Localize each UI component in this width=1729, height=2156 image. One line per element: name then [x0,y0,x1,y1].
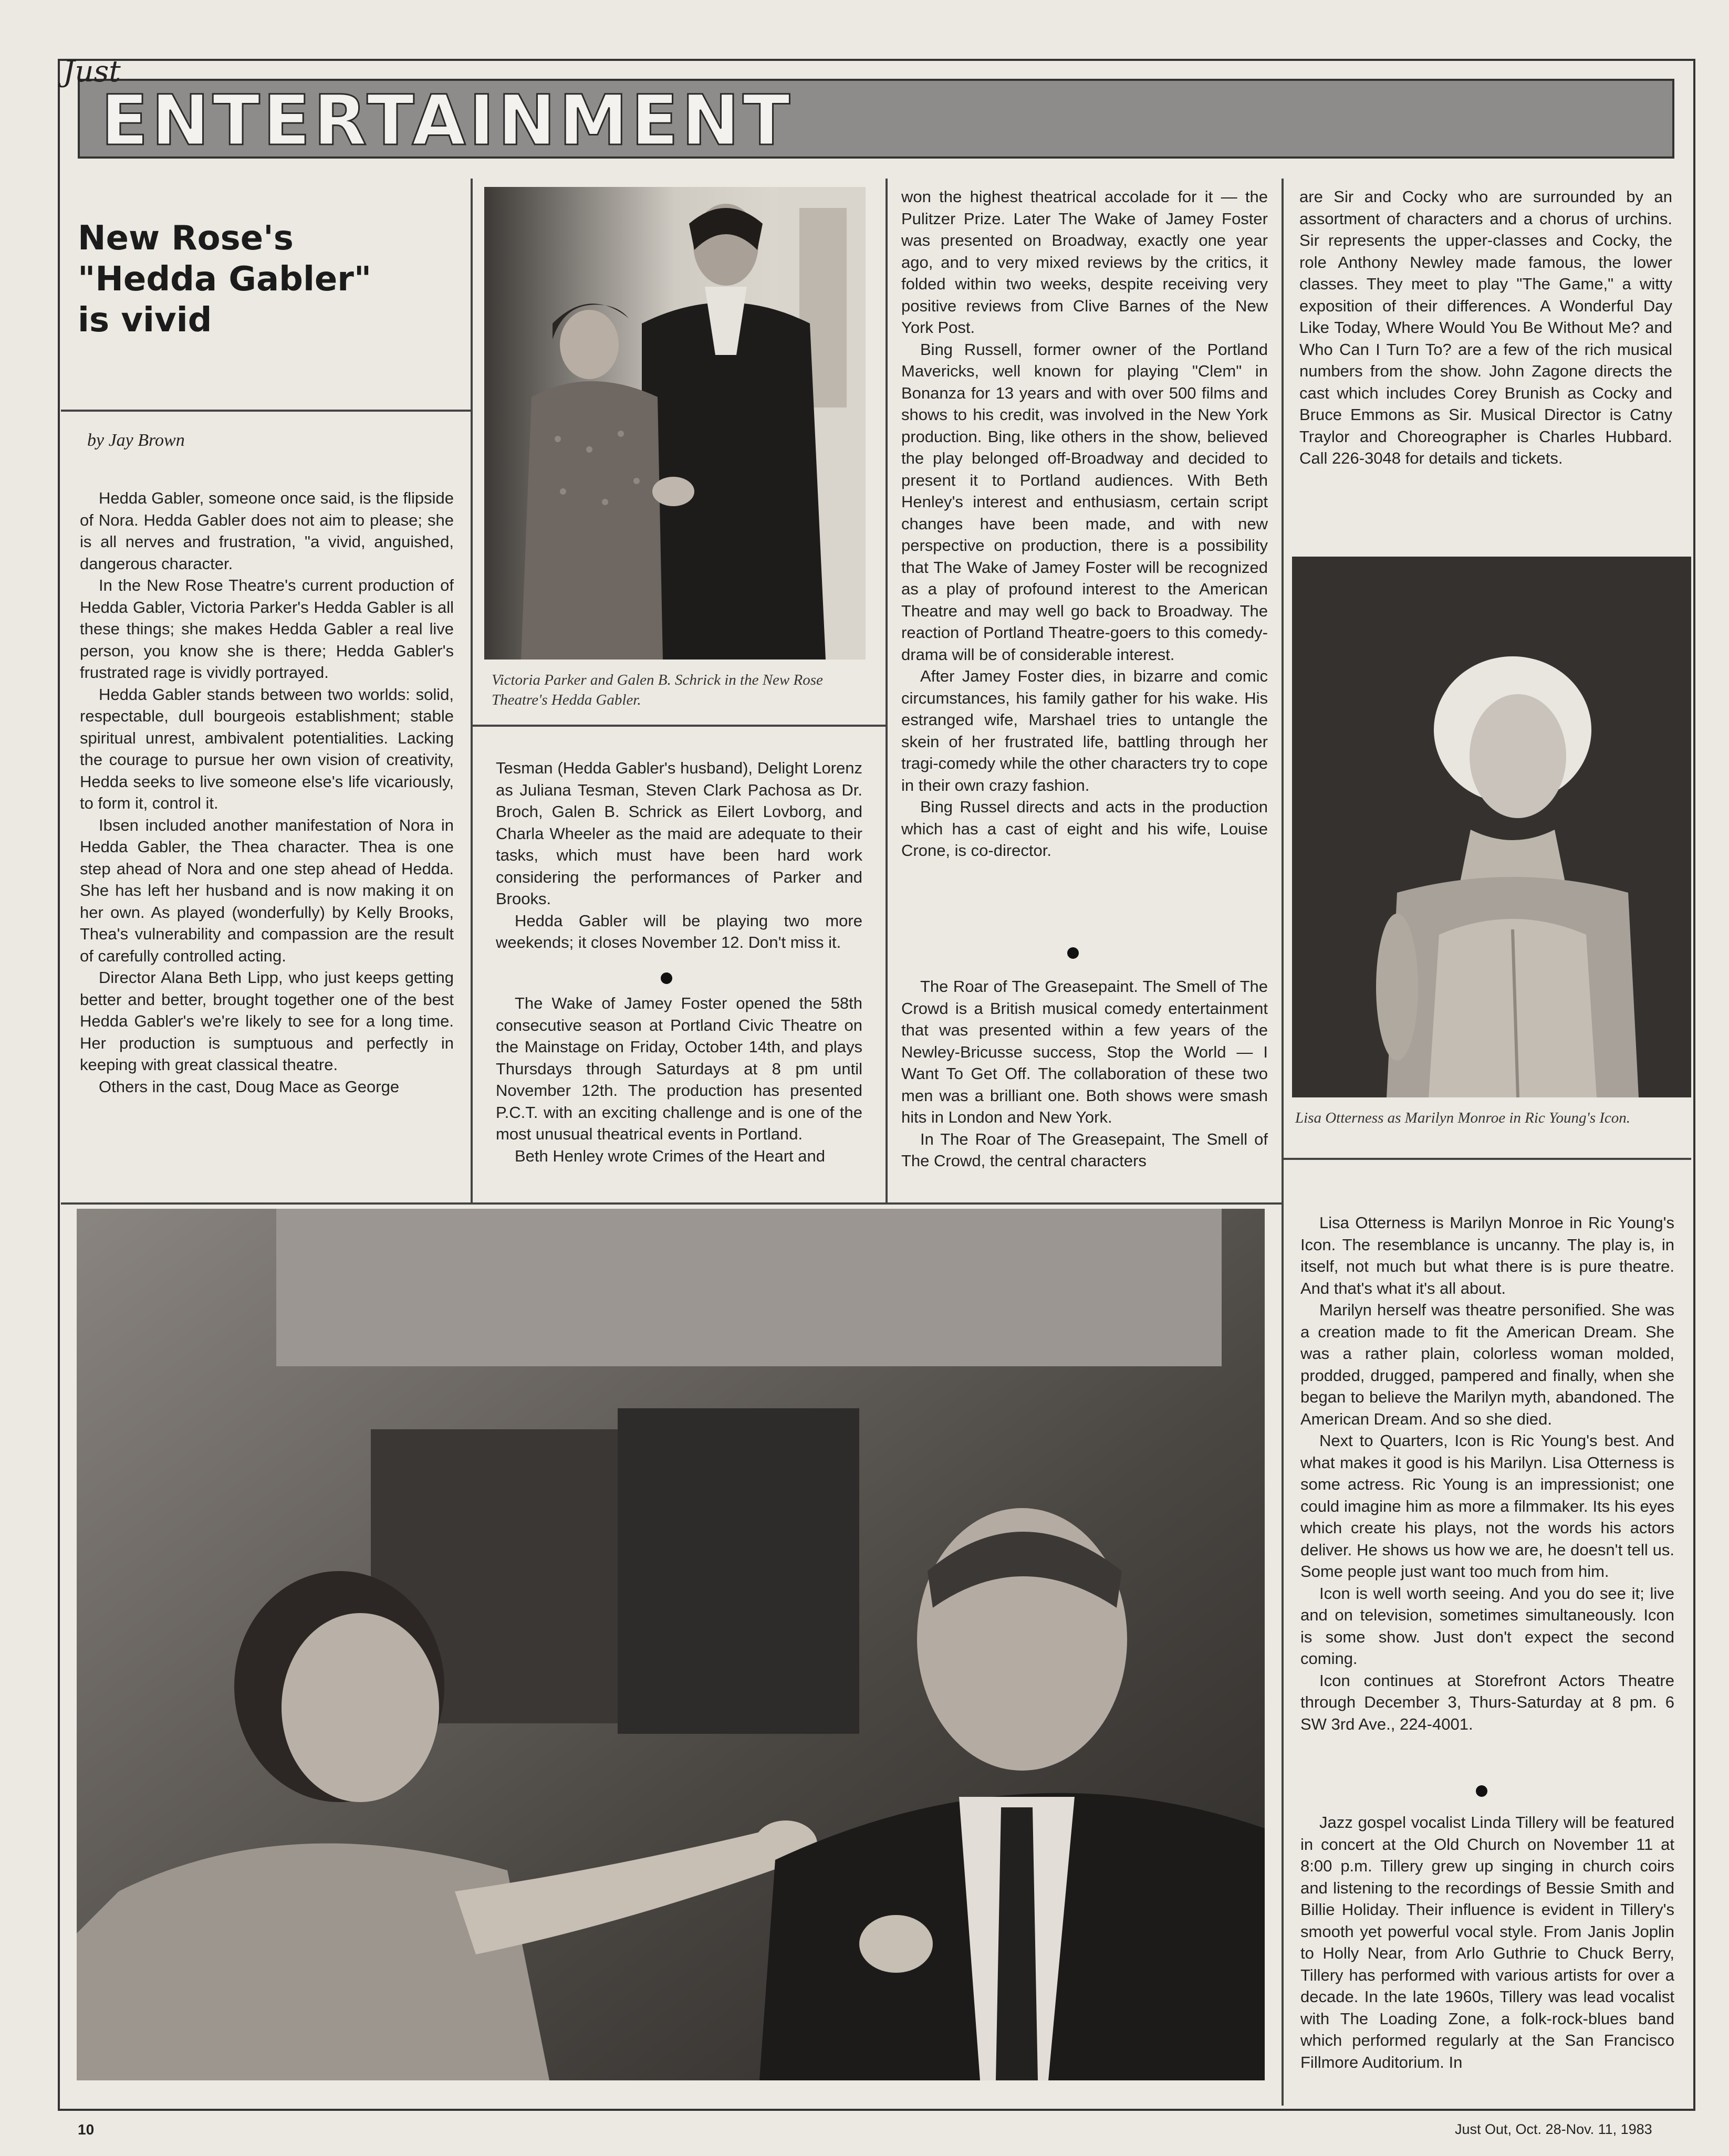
page-number: 10 [78,2121,95,2138]
section-bullet [661,972,672,984]
paragraph: are Sir and Cocky who are surrounded by an assortment of characters and a chorus of urchins. Sir represents the upper-classes and Cocky, the role Anthony Newley made famous, the lower classes. They meet to play "The Game," a witty exposition of their differences. A Wonderful Day Like Today, Where Would You Be Without Me? and Who Can I Turn To? are a few of the rich musical numbers from the show. John Zagone directs the cast which includes Corey Brunish as Cocky and Bruce Emmons as Sir. Musical Director is Catny Traylor and Choreographer is Charles Hubbard. Call 226-3048 for details and tickets. [1299,187,1672,467]
paragraph: Jazz gospel vocalist Linda Tillery will be featured in concert at the Old Church on November 11 at 8:00 p.m. Tillery grew up singing in church coirs and listening to the recordings of Bessie Smith and Billie Holiday. Their influence is evident in Tillery's smooth yet powerful vocal style. From Janis Joplin to Holly Near, from Arlo Guthrie to Chuck Berry, Tillery has performed with various artists for over a decade. In the late 1960s, Tillery was lead vocalist with The Loading Zone, a folk-rock-blues band which performed regularly at the San Francisco Fillmore Auditorium. In [1300,1813,1674,2071]
paragraph: Hedda Gabler will be playing two more weekends; it closes November 12. Don't miss it. [496,911,862,951]
paragraph: Icon is well worth seeing. And you do see it; live and on television, sometimes simultaneously. Icon is some show. Just don't expect the second coming. [1300,1584,1674,1668]
paragraph: Hedda Gabler stands between two worlds: solid, respectable, dull bourgeois establishment; stable spiritual unrest, ambivalent potentialities. Lacking the courage to pursue her own vision of creativity, Hedda seeks to live someone else's life vicariously, to form it, control it. [80,685,454,812]
column-2 [496,757,862,954]
photo-icon-marilyn-image [1292,557,1691,1097]
paragraph: Bing Russel directs and acts in the production which has a cast of eight and his wife, Louise Crone, is co-director. [901,798,1268,860]
column-3-roar [901,976,1268,1172]
photo1-rule [471,725,886,727]
photo-large-scene [77,1209,1265,2080]
column-rule-1 [471,179,473,1202]
paragraph: The Roar of The Greasepaint. The Smell of The Crowd is a British musical comedy entertainment that was presented within a few years of the Newley-Bricusse success, Stop the World — I Want To Get Off. The collaboration of these two men was a brilliant one. Both shows were smash hits in London and New York. [901,977,1268,1126]
column-4-tillery [1300,1812,1674,2073]
lower-rule [61,1202,1282,1205]
photo-hedda-gabler-caption: Victoria Parker and Galen B. Schrick in the New Rose Theatre's Hedda Gabler. [492,672,823,708]
column-2-wake [496,992,862,1167]
paragraph: After Jamey Foster dies, in bizarre and comic circumstances, his family gather for his wake. His estranged wife, Marshael tries to untangle the skein of her frustrated life, battling through her tragi-comedy while the other characters try to cope in their own crazy fashion. [901,667,1268,794]
column-4 [1299,186,1672,469]
section-bullet [1476,1785,1487,1797]
paragraph: Marilyn herself was theatre personified. She was a creation made to fit the American Dream. She was a rather plain, colorless woman molded, prodded, drugged, pampered and finally, when she began to believe the Marilyn myth, abandoned. The American Dream. And so she died. [1300,1301,1674,1428]
paragraph: Tesman (Hedda Gabler's husband), Delight Lorenz as Juliana Tesman, Steven Clark Pachosa as Dr. Broch, Galen B. Schrick as Eilert Lovborg, and Charla Wheeler as the maid are adequate to their tasks, which must have been hard work considering the performances of Parker and Brooks. [496,759,862,908]
paragraph: Lisa Otterness is Marilyn Monroe in Ric Young's Icon. The resemblance is uncanny. The play is, in itself, not much but what there is is pure theatre. And that's what it's all about. [1300,1213,1674,1297]
paragraph: Icon continues at Storefront Actors Theatre through December 3, Thurs-Saturday at 8 pm. 6 SW 3rd Ave., 224-4001. [1300,1671,1674,1733]
paragraph: Ibsen included another manifestation of Nora in Hedda Gabler, the Thea character. Thea is one step ahead of Nora and one step ahead of Hedda. She has left her husband and is now making it on her own. As played (wonderfully) by Kelly Brooks, Thea's vulnerability and compassion are the result of carefully controlled acting. [80,815,454,965]
article-headline: New Rose's "Hedda Gabler" is vivid [78,219,372,340]
paragraph: The Wake of Jamey Foster opened the 58th consecutive season at Portland Civic Theatre on the Mainstage on Friday, October 14th, and plays Thursdays through Saturdays at 8 pm until November 12th. The production has presented P.C.T. with an exciting challenge and is one of the most unusual theatrical events in Portland. [496,994,862,1143]
paragraph: Next to Quarters, Icon is Ric Young's best. And what makes it good is his Marilyn. Lisa Otterness is some actress. Ric Young is an impressionist; one could imagine him as more a filmmaker. Its his eyes which create his plays, not the words his actors deliver. He shows us how we are, he doesn't tell us. Some people just want too much from him. [1300,1431,1674,1581]
column-3 [901,186,1268,862]
photo-hedda-gabler [484,187,866,660]
column-rule-2 [886,179,888,1202]
paragraph: In The Roar of The Greasepaint, The Smell of The Crowd, the central characters [901,1129,1268,1170]
paragraph: Beth Henley wrote Crimes of the Heart and [515,1146,825,1165]
paragraph: won the highest theatrical accolade for it — the Pulitzer Prize. Later The Wake of Jamey Foster was presented on Broadway, exactly one year ago, and to very mixed reviews by the critics, it folded within two weeks, despite receiving very positive reviews from Clive Barnes of the New York Post. [901,187,1268,337]
photo-icon-marilyn-caption: Lisa Otterness as Marilyn Monroe in Ric Young's Icon. [1295,1110,1631,1126]
section-banner [78,79,1674,159]
column-rule-3 [1282,179,1284,2106]
brand-script: Just [63,55,121,89]
byline: by Jay Brown [87,431,185,450]
headline-rule [61,410,471,412]
photo2-rule [1282,1158,1691,1160]
column-1 [80,487,454,1097]
paragraph: Bing Russell, former owner of the Portland Mavericks, well known for playing "Clem" in Bonanza for 13 years and with over 500 films and shows to his credit, was involved in the New York production. Bing, like others in the show, believed the play belonged off-Broadway and decided to present it to Portland audiences. With Beth Henley's interest and enthusiasm, certain script changes have been made, and with new perspective on production, there is a possibility that The Wake of Jamey Foster will be recognized as a play of profound interest to the American Theatre and may well go back to Broadway. The reaction of Portland Theatre-goers to this comedy-drama will be of considerable interest. [901,340,1268,664]
section-bullet [1067,947,1079,959]
paragraph: In the New Rose Theatre's current production of Hedda Gabler, Victoria Parker's Hedda Gabler is all these things; she makes Hedda Gabler a real live person, you know she is there; Hedda Gabler's frustrated rage is vividly portrayed. [80,576,454,682]
paragraph: Director Alana Beth Lipp, who just keeps getting better and better, brought together one of the best Hedda Gabler's we're likely to see for a long time. Her production is sumptuous and perfectly in keeping with great classical theatre. [80,968,454,1074]
column-4-icon [1300,1212,1674,1735]
photo-large-scene-image [77,1209,1265,2080]
photo-hedda-gabler-image [484,187,866,660]
issue-line: Just Out, Oct. 28-Nov. 11, 1983 [1455,2121,1652,2137]
paragraph: Hedda Gabler, someone once said, is the flipside of Nora. Hedda Gabler does not aim to please; she is all nerves and frustration, "a vivid, anguished, dangerous character. [80,489,454,573]
paragraph: Others in the cast, Doug Mace as George [99,1077,400,1096]
section-title: ENTERTAINMENT [101,80,794,161]
photo-icon-marilyn [1292,557,1691,1097]
